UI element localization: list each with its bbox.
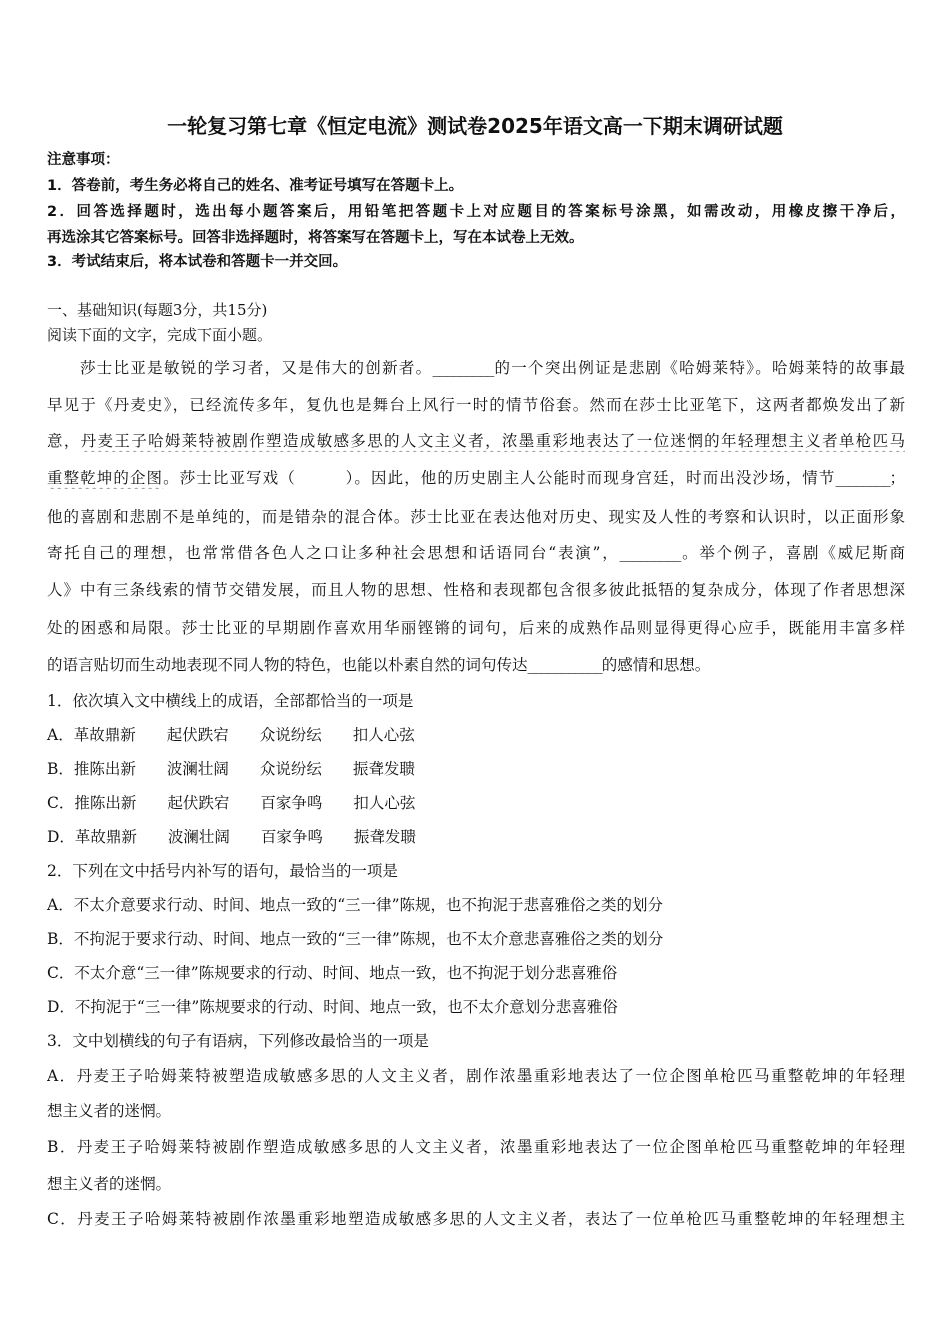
passage-line [47,467,905,489]
answer-option: D．革故鼎新 波澜壮阔 百家争鸣 振聋发聩 [47,828,416,846]
passage-text: 寄托自己的理想，也常常借各色人之口让多种社会思想和话语同台“表演”， [47,544,620,562]
answer-option: 想主义者的迷惘。 [47,1102,172,1120]
passage-text: 的语言贴切而生动地表现不同人物的特色，也能以朴素自然的词句传达 [47,656,528,674]
underlined-sentence: 丹麦王子哈姆莱特被剧作塑造成敏感多思的人文主义者，浓墨重彩地表达了一位迷惘的年轻理想主义者单枪匹马 [80,432,905,450]
answer-option: C．丹麦王子哈姆莱特被剧作浓墨重彩地塑造成敏感多思的人文主义者，表达了一位单枪匹马重整乾坤的年轻理想主 [47,1210,905,1228]
question-stem: 2．下列在文中括号内补写的语句，最恰当的一项是 [47,862,398,880]
section-heading: 一、基础知识(每题3分，共15分) [47,301,268,319]
answer-option: 想主义者的迷惘。 [47,1175,172,1193]
passage-text: 。举个例子，喜剧《威尼斯商 [680,544,905,562]
answer-option: D．不拘泥于“三一律”陈规要求的行动、时间、地点一致，也不太介意划分悲喜雅俗 [47,998,618,1016]
passage-text: 的一个突出例证是悲剧《哈姆莱特》。哈姆莱特的故事最 [493,359,905,377]
passage-line [80,357,905,379]
passage-line [47,430,905,452]
passage-line [47,506,905,528]
underlined-sentence: 重整乾坤的企图 [47,469,164,487]
passage-text: 。莎士比亚写戏（ ）。因此，他的历史剧主人公能时而现身宫廷，时而出没沙场，情节 [163,469,836,487]
note-item: 再选涂其它答案标号。回答非选择题时，将答案写在答题卡上，写在本试卷上无效。 [47,230,584,246]
passage-text: 早见于《丹麦史》，已经流传多年，复仇也是舞台上风行一时的情节俗套。然而在莎士比亚笔下，这两者都焕发出了新 [47,396,905,414]
note-item: 2．回答选择题时，选出每小题答案后，用铅笔把答题卡上对应题目的答案标号涂黑，如需改动，用橡皮擦干净后， [47,204,905,220]
passage-text: 人》中有三条线索的情节交错发展，而且人物的思想、性格和表现都包含很多彼此抵牾的复杂成分，体现了作者思想深 [47,581,905,599]
passage-line [47,617,905,639]
passage-text: 的感情和思想。 [601,656,711,674]
answer-option: C．不太介意“三一律”陈规要求的行动、时间、地点一致，也不拘泥于划分悲喜雅俗 [47,964,618,982]
fill-blank: _________ [432,359,494,377]
page-title: 一轮复习第七章《恒定电流》测试卷2025年语文高一下期末调研试题 [167,114,783,138]
answer-option: C．推陈出新 起伏跌宕 百家争鸣 扣人心弦 [47,794,416,812]
passage-text: 莎士比亚是敏锐的学习者，又是伟大的创新者。 [80,359,433,377]
passage-line [47,654,905,676]
passage-line [47,542,905,564]
answer-option: A．革故鼎新 起伏跌宕 众说纷纭 扣人心弦 [47,726,415,744]
question-stem: 1．依次填入文中横线上的成语，全部都恰当的一项是 [47,692,414,710]
answer-option: B．丹麦王子哈姆莱特被剧作塑造成敏感多思的人文主义者，浓墨重彩地表达了一位企图单枪匹马重整乾坤的年轻理 [47,1138,905,1156]
answer-option: A．不太介意要求行动、时间、地点一致的“三一律”陈规，也不拘泥于悲喜雅俗之类的划分 [47,896,664,914]
fill-blank: ___________ [527,656,602,674]
note-item: 3．考试结束后，将本试卷和答题卡一并交回。 [47,254,348,270]
passage-text: 处的困惑和局限。莎士比亚的早期剧作喜欢用华丽铿锵的词句，后来的成熟作品则显得更得心应手，既能用丰富多样 [47,619,905,637]
fill-blank: ________ [835,469,890,487]
answer-option: B．推陈出新 波澜壮阔 众说纷纭 振聋发聩 [47,760,415,778]
passage-line [47,579,905,601]
passage-text: 他的喜剧和悲剧不是单纯的，而是错杂的混合体。莎士比亚在表达他对历史、现实及人性的考察和认识时，以正面形象 [47,508,905,526]
question-stem: 3．文中划横线的句子有语病，下列修改最恰当的一项是 [47,1032,429,1050]
answer-option: A．丹麦王子哈姆莱特被塑造成敏感多思的人文主义者，剧作浓墨重彩地表达了一位企图单枪匹马重整乾坤的年轻理 [47,1067,905,1085]
answer-option: B．不拘泥于要求行动、时间、地点一致的“三一律”陈规，也不太介意悲喜雅俗之类的划分 [47,930,664,948]
note-item: 1．答卷前，考生务必将自己的姓名、准考证号填写在答题卡上。 [47,178,464,194]
section-instruction: 阅读下面的文字，完成下面小题。 [47,326,273,344]
passage-text: ； [889,469,905,487]
fill-blank: _________ [619,544,681,562]
passage-text: 意， [47,432,81,450]
notes-heading: 注意事项： [47,152,120,168]
passage-line [47,394,905,416]
